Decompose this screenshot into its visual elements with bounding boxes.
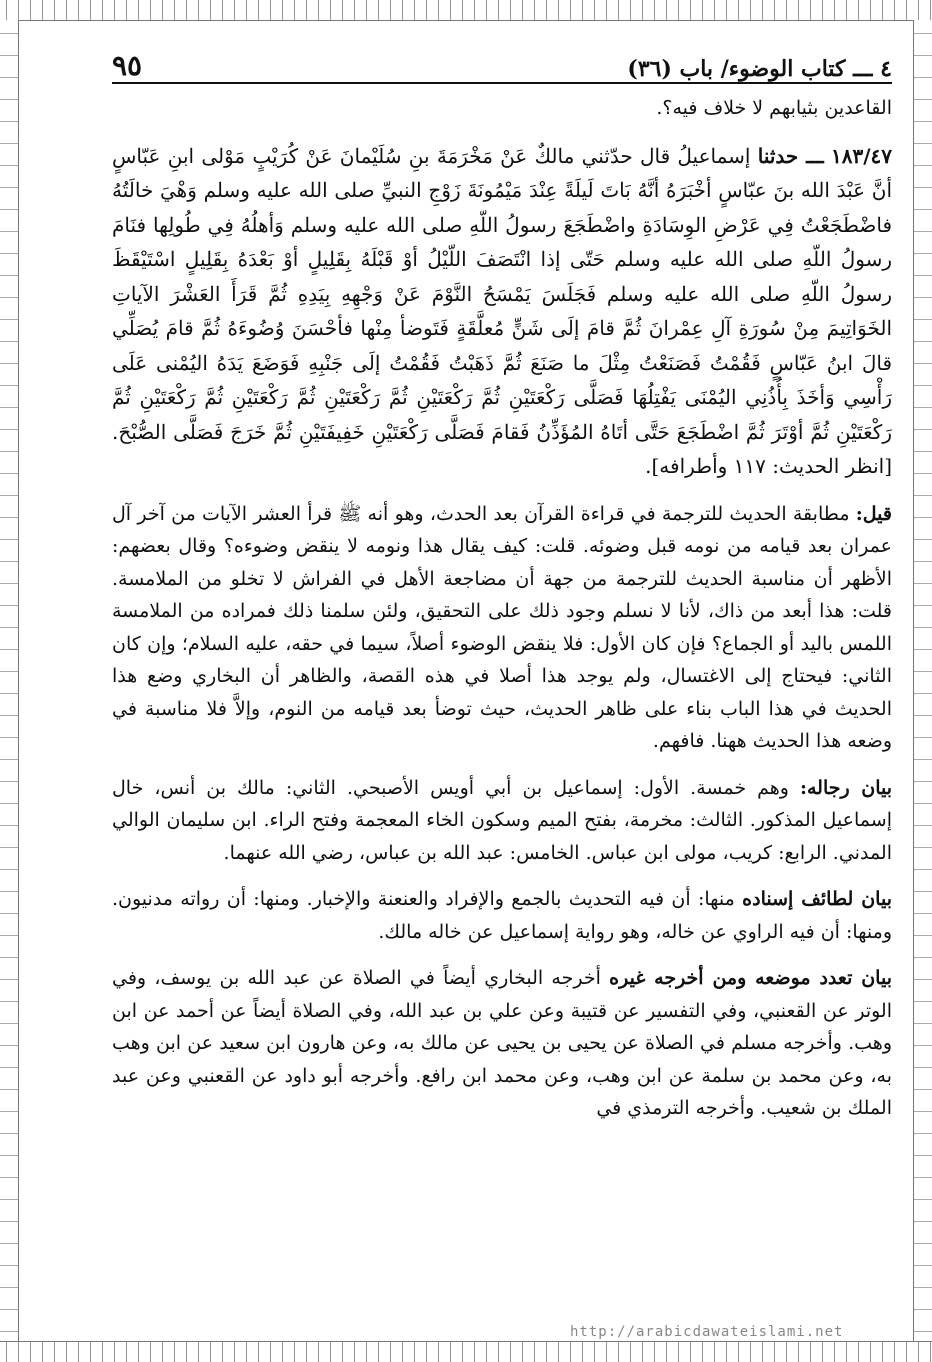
narrators-paragraph	[112, 772, 892, 870]
page-border-right	[913, 20, 932, 1342]
hadith-text: إسماعيلُ قال حدّثني مالكٌ عَنْ مَخْرَمَةَ بنِ سُلَيْمانَ عَنْ كُرَيْبٍ مَوْلى ابنِ عَبّاسٍ أنَّ عَبْدَ الله بنَ عبّاسٍ أخْبَرَهُ أنَّهُ بَاتَ لَيلَةً عِنْدَ مَيْمُونَةَ زَوْجِ النبيِّ صلى الله عليه وسلم وَهْيَ خالَتُهُ فاضْطَجَعْتُ فِي عَرْضِ الوِسَادَةِ واضْطَجَعَ رسولُ اللّهِ صلى الله عليه وسلم وَأهلُهُ فِي طُولِها فنَامَ رسولُ اللّهِ صلى الله عليه وسلم حَتّى إذا انْتَصَفَ اللّيْلُ أوْ قَبْلَهُ بِقَلِيلٍ أوْ بَعْدَهُ بِقَلِيلٍ اسْتَيْقَظَ رسولُ اللّهِ صلى الله عليه وسلم فَجَلَسَ يَمْسَحُ النَّوْمَ عَنْ وَجْهِهِ بِيَدِهِ ثُمَّ قَرَأَ العَشْرَ الآياتِ الخَوَاتِيمَ مِنْ سُورَةِ آلِ عِمْرانَ ثُمَّ قامَ إلَى شَنٍّ مُعلَّقَةٍ فَتَوضأ مِنْها فأحْسَنَ وُضُوءَهُ ثُمَّ قامَ يُصَلِّي قالَ ابنُ عَبّاسٍ فَقُمْتُ فَصَنَعْتُ مِثْلَ ما صَنَعَ ثُمَّ ذَهَبْتُ فَقُمْتُ إلَى جَنْبِهِ فَوَضَعَ يَدَهُ اليُمْنى عَلَى رَأْسِي وَأخَذَ بِأُذُنِي اليُمْنَى يَفْتِلُهَا فَصَلَّى رَكْعَتَيْنِ ثُمَّ رَكْعَتَيْنِ ثُمَّ رَكْعَتَيْنِ ثُمَّ رَكْعَتَيْنِ ثُمَّ رَكْعَتَيْنِ ثُمَّ رَكْعَتَيْنِ ثُمَّ أوْتَرَ ثُمَّ اضْطَجَعَ حَتَّى أتَاهُ المُؤَذِّنُ فَقامَ فَصَلَّى رَكْعَتَيْنِ خَفِيفَتَيْنِ ثُمَّ خَرَجَ فَصَلَّى الصُّبْحَ.	[112, 143, 892, 444]
page-content	[112, 30, 892, 1330]
page-border-left	[0, 20, 19, 1342]
narrators-label: بيان رجاله:	[799, 776, 893, 799]
spacer	[112, 125, 892, 139]
spacer	[112, 869, 892, 883]
commentary-paragraph	[112, 498, 892, 758]
commentary-label: قيل:	[855, 502, 892, 525]
sources-label: بيان تعدد موضعه ومن أخرجه غيره	[609, 967, 892, 989]
hadith-number: ١٨٣/٤٧	[830, 143, 892, 168]
spacer	[112, 758, 892, 772]
hadith-reference: [انظر الحديث: ١١٧ وأطرافه].	[645, 454, 892, 478]
commentary-text: مطابقة الحديث للترجمة في قراءة القرآن بعد الحدث، وهو أنه ﷺ قرأ العشر الآيات من آخر آل عمران بعد قيامه من نومه قبل وضوئه. قلت: كيف يقال هذا ونومه لا ينقض وضوءه؟ وقال بعضهم: الأظهر أن مناسبة الحديث للترجمة من جهة أن مضاجعة الأهل في الفراش لا تخلو من الملامسة. قلت: هذا أبعد من ذاك، لأنا لا نسلم وجود ذلك على التحقيق، ولئن سلمنا ذلك فمراده من الملامسة اللمس باليد أو الجماع؟ فإن كان الأول: فلا ينقض الوضوء أصلاً، سيما في حقه، عليه السلام؛ وإن كان الثاني: فيحتاج إلى الاغتسال، ولم يوجد هذا أصلا في هذه القصة، والظاهر أن البخاري وضع هذا الحديث في هذا الباب بناء على ظاهر الحديث، حيث توضأ بعد قيامه من النوم، وإلاَّ فلا مناسبة في وضعه هذا الحديث ههنا. فافهم.	[112, 502, 892, 752]
narrators-text: وهم خمسة. الأول: إسماعيل بن أبي أويس الأصبحي. الثاني: مالك بن أنس، خال إسماعيل المذكور. الثالث: مخرمة، بفتح الميم وسكون الخاء المعجمة وفتح الراء. ابن سليمان الوالي المدني. الرابع: كريب، مولى ابن عباس. الخامس: عبد الله بن عباس، رضي الله عنهما.	[112, 776, 892, 864]
isnad-paragraph	[112, 883, 892, 948]
page-number: ٩٥	[112, 49, 143, 82]
page-border-top	[0, 0, 932, 21]
isnad-text: منها: أن فيه التحديث بالجمع والإفراد والعنعنة والإخبار. ومنها: أن رواته مدنيون. ومنها: أن فيه الراوي عن خاله، وهو رواية إسماعيل عن خاله مالك.	[112, 888, 892, 943]
spacer	[112, 948, 892, 962]
running-header	[112, 30, 892, 84]
sources-paragraph	[112, 962, 892, 1125]
chapter-title: ٤ ـــ كتاب الوضوء/ باب (٣٦)	[627, 56, 892, 82]
isnad-label: بيان لطائف إسناده	[742, 888, 892, 910]
hadith-block	[112, 139, 892, 484]
spacer	[112, 484, 892, 498]
watermark-url: http://arabicdawateislami.net	[570, 1324, 844, 1340]
intro-line: القاعدين بثيابهم لا خلاف فيه؟.	[656, 97, 892, 119]
hadith-lead: ـــ حدثنا	[757, 143, 824, 168]
page-border-bottom	[0, 1341, 932, 1362]
sources-text: أخرجه البخاري أيضاً في الصلاة عن عبد الله بن يوسف، وفي الوتر عن القعنبي، وفي التفسير عن قتيبة وعن علي بن عبد الله، وفي الصلاة أيضاً عن أحمد عن ابن وهب. وأخرجه مسلم في الصلاة عن يحيى بن يحيى عن مالك به، وعن هارون ابن سعيد عن ابن وهب به، وعن محمد بن سلمة عن ابن وهب، وعن محمد ابن رافع. وأخرجه أبو داود عن القعنبي وعن عبد الملك بن شعيب. وأخرجه الترمذي في	[112, 967, 892, 1119]
